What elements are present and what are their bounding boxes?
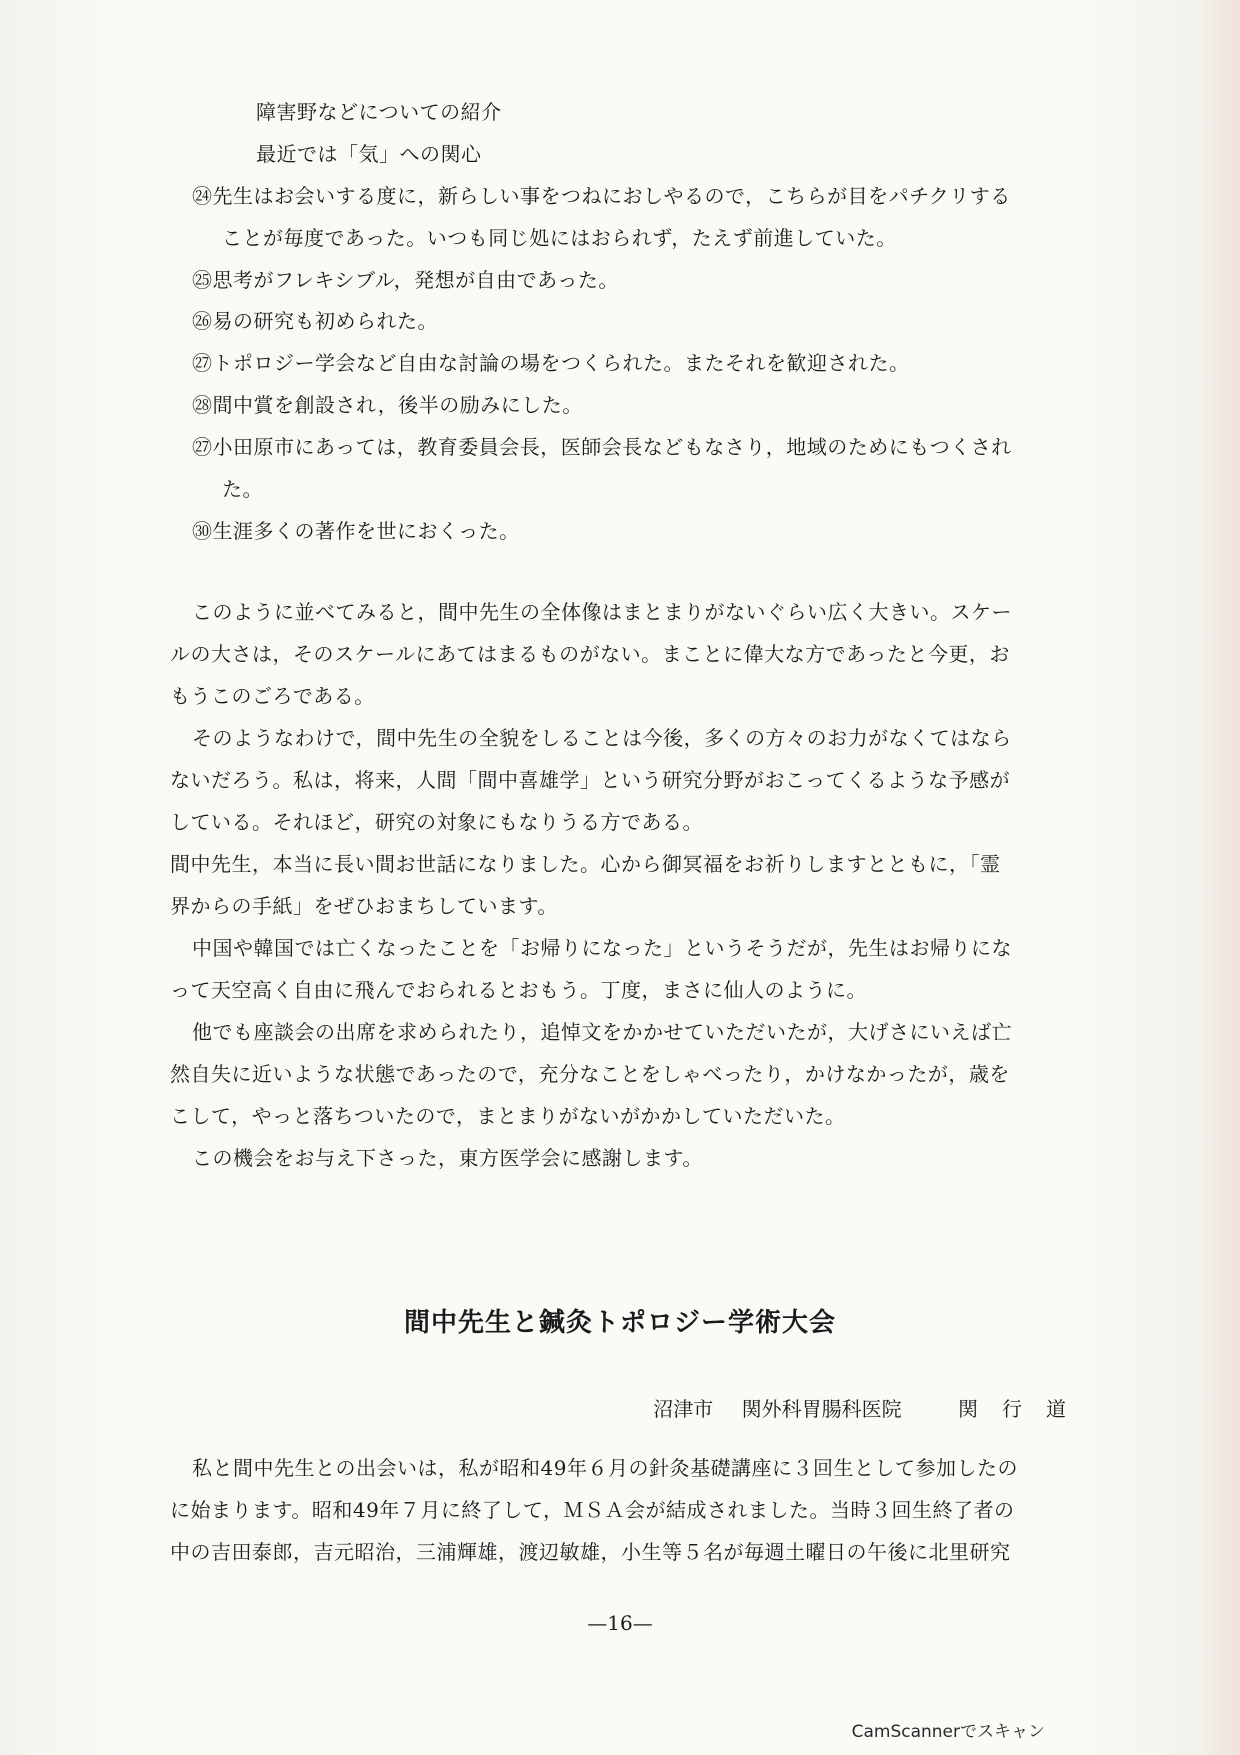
article-line: 中の吉田泰郎，吉元昭治，三浦輝雄，渡辺敏雄，小生等５名が毎週土曜日の午後に北里研究 (170, 1540, 1011, 1564)
paragraph-line: 中国や韓国では亡くなったことを「お帰りになった」というそうだが，先生はお帰りにな (192, 936, 1012, 960)
paragraph-line: 他でも座談会の出席を求められたり，追悼文をかかせていただいたが，大げさにいえば亡 (192, 1020, 1012, 1044)
author-city: 沼津市 (653, 1397, 714, 1421)
list-item: ㉖易の研究も初められた。 (192, 309, 438, 333)
author-line (631, 1393, 1090, 1422)
paragraph-line: している。それほど，研究の対象にもなりうる方である。 (170, 810, 703, 834)
list-item: ㉕思考がフレキシブル，発想が自由であった。 (192, 268, 619, 292)
paragraph-line: このように並べてみると，間中先生の全体像はまとまりがないぐらい広く大きい。スケー (192, 600, 1012, 624)
paragraph-line: この機会をお与え下さった，東方医学会に感謝します。 (192, 1146, 703, 1170)
list-item: ㉔先生はお会いする度に，新らしい事をつねにおしやるので，こちらが目をパチクリする (192, 184, 1011, 208)
list-continuation-line: 最近では「気」への関心 (256, 142, 482, 166)
paragraph-line: 間中先生，本当に長い間お世話になりました。心から御冥福をお祈りしますとともに，「霊 (170, 852, 1001, 876)
paragraph-line: こして，やっと落ちついたので，まとまりがないがかかしていただいた。 (170, 1104, 846, 1128)
paragraph-line: もうこのごろである。 (170, 684, 375, 708)
paragraph-line: ルの大さは，そのスケールにあてはまるものがない。まことに偉大な方であったと今更，お (170, 642, 1010, 666)
article-title: 間中先生と鍼灸トポロジー学術大会 (403, 1308, 836, 1338)
page-edge-shadow (1200, 0, 1240, 1755)
list-item: ㉘間中賞を創設され，後半の励みにした。 (192, 393, 583, 417)
list-item: ㉗トポロジー学会など自由な討論の場をつくられた。またそれを歓迎された。 (192, 351, 910, 375)
scanner-watermark: CamScannerでスキャン (851, 1722, 1045, 1742)
paragraph-line: そのようなわけで，間中先生の全貌をしることは今後，多くの方々のお力がなくてはなら (192, 726, 1012, 750)
page-number: —16— (587, 1611, 653, 1635)
article-line: に始まります。昭和49年７月に終了して，ＭＳＡ会が結成されました。当時３回生終了者の (170, 1498, 1015, 1522)
paragraph-line: って天空高く自由に飛んでおられるとおもう。丁度，まさに仙人のように。 (170, 978, 867, 1002)
author-clinic: 関外科胃腸科医院 (741, 1397, 902, 1421)
list-continuation-line: 障害野などについての紹介 (256, 100, 502, 124)
list-item: ㉚生涯多くの著作を世におくった。 (192, 519, 520, 543)
list-item: ことが毎度であった。いつも同じ処にはおられず，たえず前進していた。 (222, 226, 897, 250)
paragraph-line: 然自失に近いような状態であったので，充分なことをしゃべったり，かけなかったが，歳を (170, 1062, 1010, 1086)
list-item: ㉗小田原市にあっては，教育委員会長，医師会長などもなさり，地域のためにもつくされ (192, 435, 1012, 459)
author-name: 関行道 (958, 1397, 1090, 1421)
paragraph-line: ないだろう。私は，将来，人間「間中喜雄学」という研究分野がおこってくるような予感が (170, 768, 1011, 792)
paragraph-line: 界からの手紙」をぜひおまちしています。 (170, 894, 558, 918)
article-line: 私と間中先生との出会いは，私が昭和49年６月の針灸基礎講座に３回生として参加したの (192, 1456, 1018, 1480)
list-item: た。 (222, 477, 263, 501)
